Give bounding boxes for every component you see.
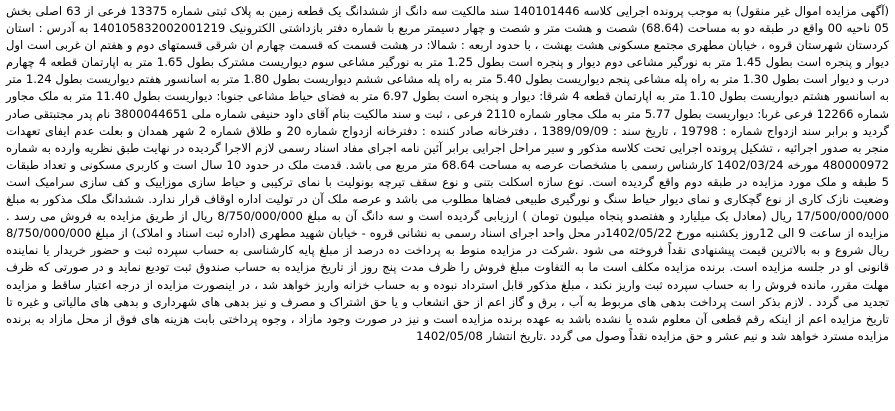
auction-notice-text: (آگهی مزایده اموال غیر منقول) به موجب پرونده اجرایی کلاسه 140101446 سند مالکیت سه دانگ از ششدانگ یک قطعه زمین به پلاک ثبتی شماره 13375 فرعی از 63 اصلی بخش 05 ناحیه 00 واقع در طبقه دو به مساحت (68.64) شصت و هشت متر و شصت و چهار دسیمتر مربع با شماره دفتر بازداشتی الکترونیک 140105832002001219 به آدرس : استان کردستان شهرستان قروه ، خیابان مطهری مجتمع مسکونی هشت بهشت ، با حدود اربعه : شمالا: در هشت قسمت که قسمت چهارم ان شرقی قسمتهای دوم و هفتم ان غربی است اول دیوار و پنجره است بطول 1.45 متر به نورگیر مشاعی دوم دیوار و پنجره است بطول 1.25 متر به نورگیر مشاعی سوم دیواریست مشترک بطول 1.65 متر به اپارتمان قطعه 4 چهارم درب و دیوار است بطول 1.30 متر به راه پله مشاعی پنجم دیواریست بطول 5.40 متر به راه پله مشاعی ششم دیواریست بطول 1.80 متر به اسانسور هفتم دیواریست بطول 1.24 متر به اسانسور هشتم دیواریست بطول 1.10 متر به اپارتمان قطعه 4 شرقا: دیوار و پنجره است بطول 6.97 متر به فضای حیاط مشاعی جنوبا: دیواریست بطول 11.40 متر به ملک مجاور شماره 12266 فرعی غربا: دیواریست بطول 5.77 متر به ملک مجاور شماره 2110 فرعی ، ثبت و سند مالکیت بنام آقای داود حنیفی شماره ملی 3800044651 نام پدر مجتبتقی صادر گردید و برابر سند ازدواج شماره : 19798 ، تاریخ سند : 1389/09/09 ، دفترخانه صادر کننده : دفترخانه ازدواج شماره 20 و طلاق شماره 2 شهر همدان و بعلت عدم ایفای تعهدات منجر به صدور اجرائیه ، تشکیل پرونده اجرایی تحت کلاسه مذکور و سیر مراحل اجرایی برابر آئین نامه اجرای مفاد اسناد رسمی لازم الاجرا گردیده در نهایت طبق نظریه وارده به شماره 480000972 مورخه 1402/03/24 کارشناس رسمی با مشخصات عرصه به مساحت 68.64 متر مربع می باشد. قدمت ملک در حدود 10 سال است و کاربری مسکونی و تعداد طبقات 5 طبقه و ملک مورد مزایده در طبقه دوم واقع گردیده است. نوع سازه اسکلت بتنی و نوع سقف تیرچه بونولیت با نمای ترکیبی و حیاط سازی موزاییک و کف سازی سرامیک است وضعیت نازک کاری از نوع گچکاری و نمای دیوار حیاط سنگ و نورگیری طبیعی فضاها مطلوب می باشد و عرصه ملک آن در تولیت اداره اوقاف قرار ندارد. ششدانگ ملک مذکور به مبلغ 17/500/000/000 ریال (معادل یک میلیارد و هفتصدو پنجاه میلیون تومان ) ارزیابی گردیده است و سه دانگ آن به مبلغ 8/750/000/000 ریال از طریق مزایده به فروش می رسد . مزایده از ساعت 9 الی 12روز یکشنبه مورخ 1402/05/22در محل واحد اجرای اسناد رسمی به نشانی قروه - خیابان شهید مطهری (اداره ثبت اسناد و املاک) از مبلغ 8/750/000/000 ریال شروع و به بالاترین قیمت پیشنهادی نقداً فروخته می شود .شرکت در مزایده منوط به پرداخت ده درصد از مبلغ پایه کارشناسی به حساب سپرده ثبت و حضور خریدار یا نماینده قانونی او در جلسه مزایده است. برنده مزایده مکلف است ما به التفاوت مبلغ فروش را ظرف مدت پنج روز از تاریخ مزایده به حساب صندوق ثبت تودیع نماید و در صورتی که ظرف مهلت مقرر، مانده فروش را به حساب سپرده ثبت واریز نکند ، مبلغ مذکور قابل استرداد نبوده و به حساب خزانه واریز خواهد شد ، در اینصورت مزایده از درجه اعتبار ساقط و مزایده تجدید می گردد . لازم بذکر است پرداخت بدهی های مربوط به آب ، برق و گاز اعم از حق انشعاب و یا حق اشتراک و مصرف و نیز بدهی های شهرداری و بدهی های مالیاتی و غیره تا تاریخ مزایده اعم از اینکه رقم قطعی آن معلوم شده یا نشده باشد به عهده برنده مزایده است و نیز در صورت وجود مازاد ، وجوه پرداختی بابت هزینه های فوق از محل مازاد به برنده مزایده مسترد خواهد شد و نیم عشر و حق مزایده نقداً وصول می گردد .تاریخ انتشار 1402/05/08 [6, 4, 890, 343]
